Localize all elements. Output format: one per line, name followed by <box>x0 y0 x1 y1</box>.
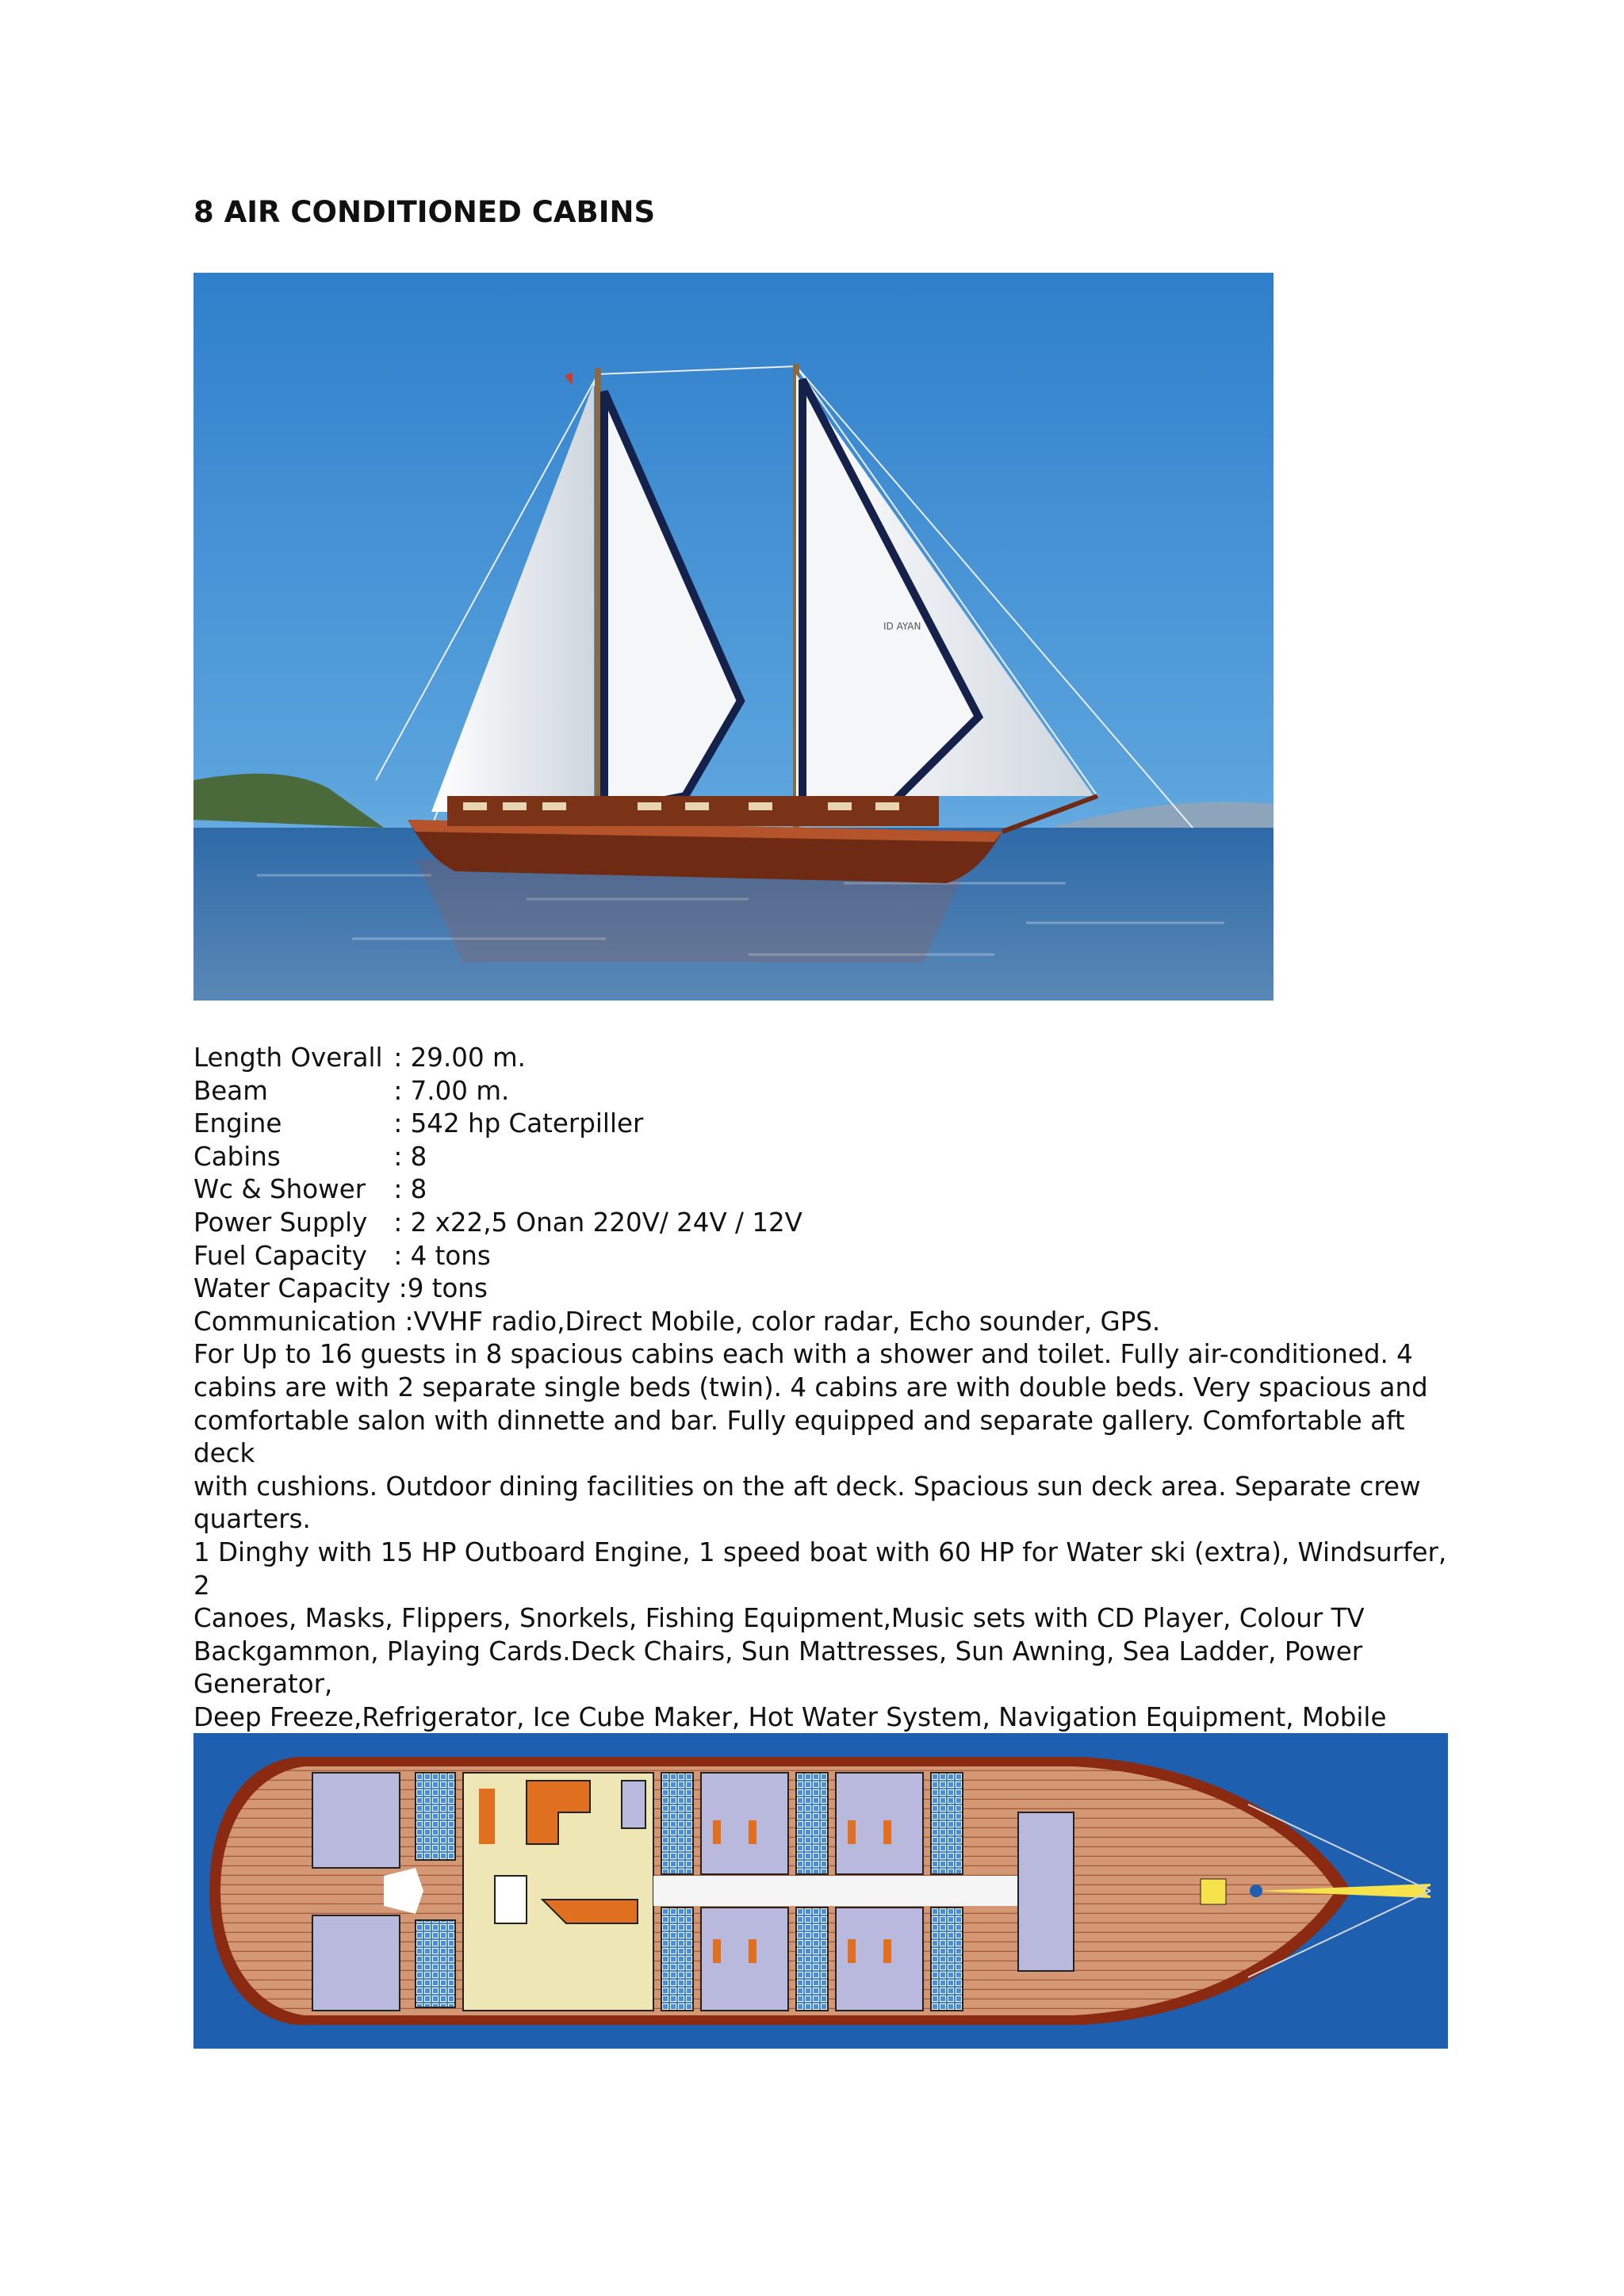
spec-value: 7.00 m. <box>410 1075 510 1106</box>
text-line: quarters. <box>193 1504 311 1535</box>
bathroom <box>796 1773 828 1874</box>
crew-quarters <box>1018 1812 1074 1971</box>
spec-separator: : <box>385 1207 411 1238</box>
spec-label: Length Overall <box>193 1043 383 1073</box>
spec-value: 29.00 m. <box>410 1043 526 1073</box>
spec-separator: : <box>385 1108 411 1139</box>
hatch <box>1201 1879 1226 1904</box>
text-line: Deep Freeze,Refrigerator, Ice Cube Maker, Hot Water System, Navigation Equipment, Mobile <box>193 1701 1387 1732</box>
spec-row-water: Water Capacity :9 tons <box>193 1273 488 1304</box>
aft-cabin-1 <box>312 1773 400 1868</box>
spec-separator: : <box>385 1141 411 1172</box>
bathroom <box>416 1773 455 1860</box>
spec-label: Engine <box>193 1108 282 1139</box>
page-title: 8 AIR CONDITIONED CABINS <box>193 195 656 229</box>
bathroom <box>931 1908 963 2011</box>
spec-row-beam <box>193 1075 1462 1108</box>
spec-value: 542 hp Caterpiller <box>410 1108 644 1139</box>
text-line: Backgammon, Playing Cards.Deck Chairs, Sun Mattresses, Sun Awning, Sea Ladder, Power Generator, <box>193 1636 1363 1700</box>
description-paragraph <box>193 1338 1462 1536</box>
bathroom <box>416 1920 455 2007</box>
spec-row-engine <box>193 1108 1462 1141</box>
bathroom <box>661 1773 693 1874</box>
spec-row-length <box>193 1042 1462 1075</box>
fore-mast <box>595 368 601 828</box>
deck-plan <box>193 1733 1448 2049</box>
spec-label: Fuel Capacity <box>193 1240 367 1271</box>
spec-separator: : <box>385 1174 411 1205</box>
bathroom <box>661 1908 693 2011</box>
spec-value: 8 <box>410 1174 427 1205</box>
spec-value: 2 x22,5 Onan 220V/ 24V / 12V <box>410 1207 802 1238</box>
text-line: with cushions. Outdoor dining facilities on the aft deck. Spacious sun deck area. Separate crew <box>193 1471 1421 1502</box>
corridor <box>653 1876 1018 1906</box>
text-line: cabins are with 2 separate single beds (twin). 4 cabins are with double beds. Very spacious and <box>193 1372 1428 1402</box>
text-line: For Up to 16 guests in 8 spacious cabins each with a shower and toilet. Fully air-conditioned. 4 <box>193 1339 1413 1370</box>
text-line: 1 Dinghy with 15 HP Outboard Engine, 1 speed boat with 60 HP for Water ski (extra), Windsurfer, 2 <box>193 1536 1447 1601</box>
anchor-winch <box>1250 1885 1262 1897</box>
spec-row-fuel <box>193 1240 1462 1273</box>
spec-value: 4 tons <box>410 1240 491 1271</box>
spec-label: Wc & Shower <box>193 1174 366 1205</box>
spec-label: Cabins <box>193 1141 281 1172</box>
text-line: comfortable salon with dinnette and bar. Fully equipped and separate gallery. Comfortable aft deck <box>193 1405 1405 1469</box>
bathroom <box>931 1773 963 1874</box>
stairs <box>495 1876 527 1923</box>
aft-cabin-2 <box>312 1915 400 2011</box>
spec-value: 8 <box>410 1141 427 1172</box>
spec-separator: : <box>385 1075 411 1106</box>
specifications <box>193 1042 1462 1767</box>
spec-separator: : <box>385 1043 411 1073</box>
gulet-photo <box>193 273 1274 1001</box>
bathroom <box>796 1908 828 2011</box>
deckhouse <box>447 796 939 826</box>
spec-separator: : <box>385 1240 411 1271</box>
text-line: Canoes, Masks, Flippers, Snorkels, Fishing Equipment,Music sets with CD Player, Colour TV <box>193 1603 1365 1634</box>
spec-label: Power Supply <box>193 1207 368 1238</box>
spec-row-cabins <box>193 1141 1462 1174</box>
spec-label: Beam <box>193 1075 268 1106</box>
spec-row-wc-shower <box>193 1173 1462 1207</box>
sail-text: ID AYAN <box>883 621 921 632</box>
spec-row-communication: Communication :VVHF radio,Direct Mobile, color radar, Echo sounder, GPS. <box>193 1306 1161 1337</box>
spec-row-power <box>193 1207 1462 1240</box>
